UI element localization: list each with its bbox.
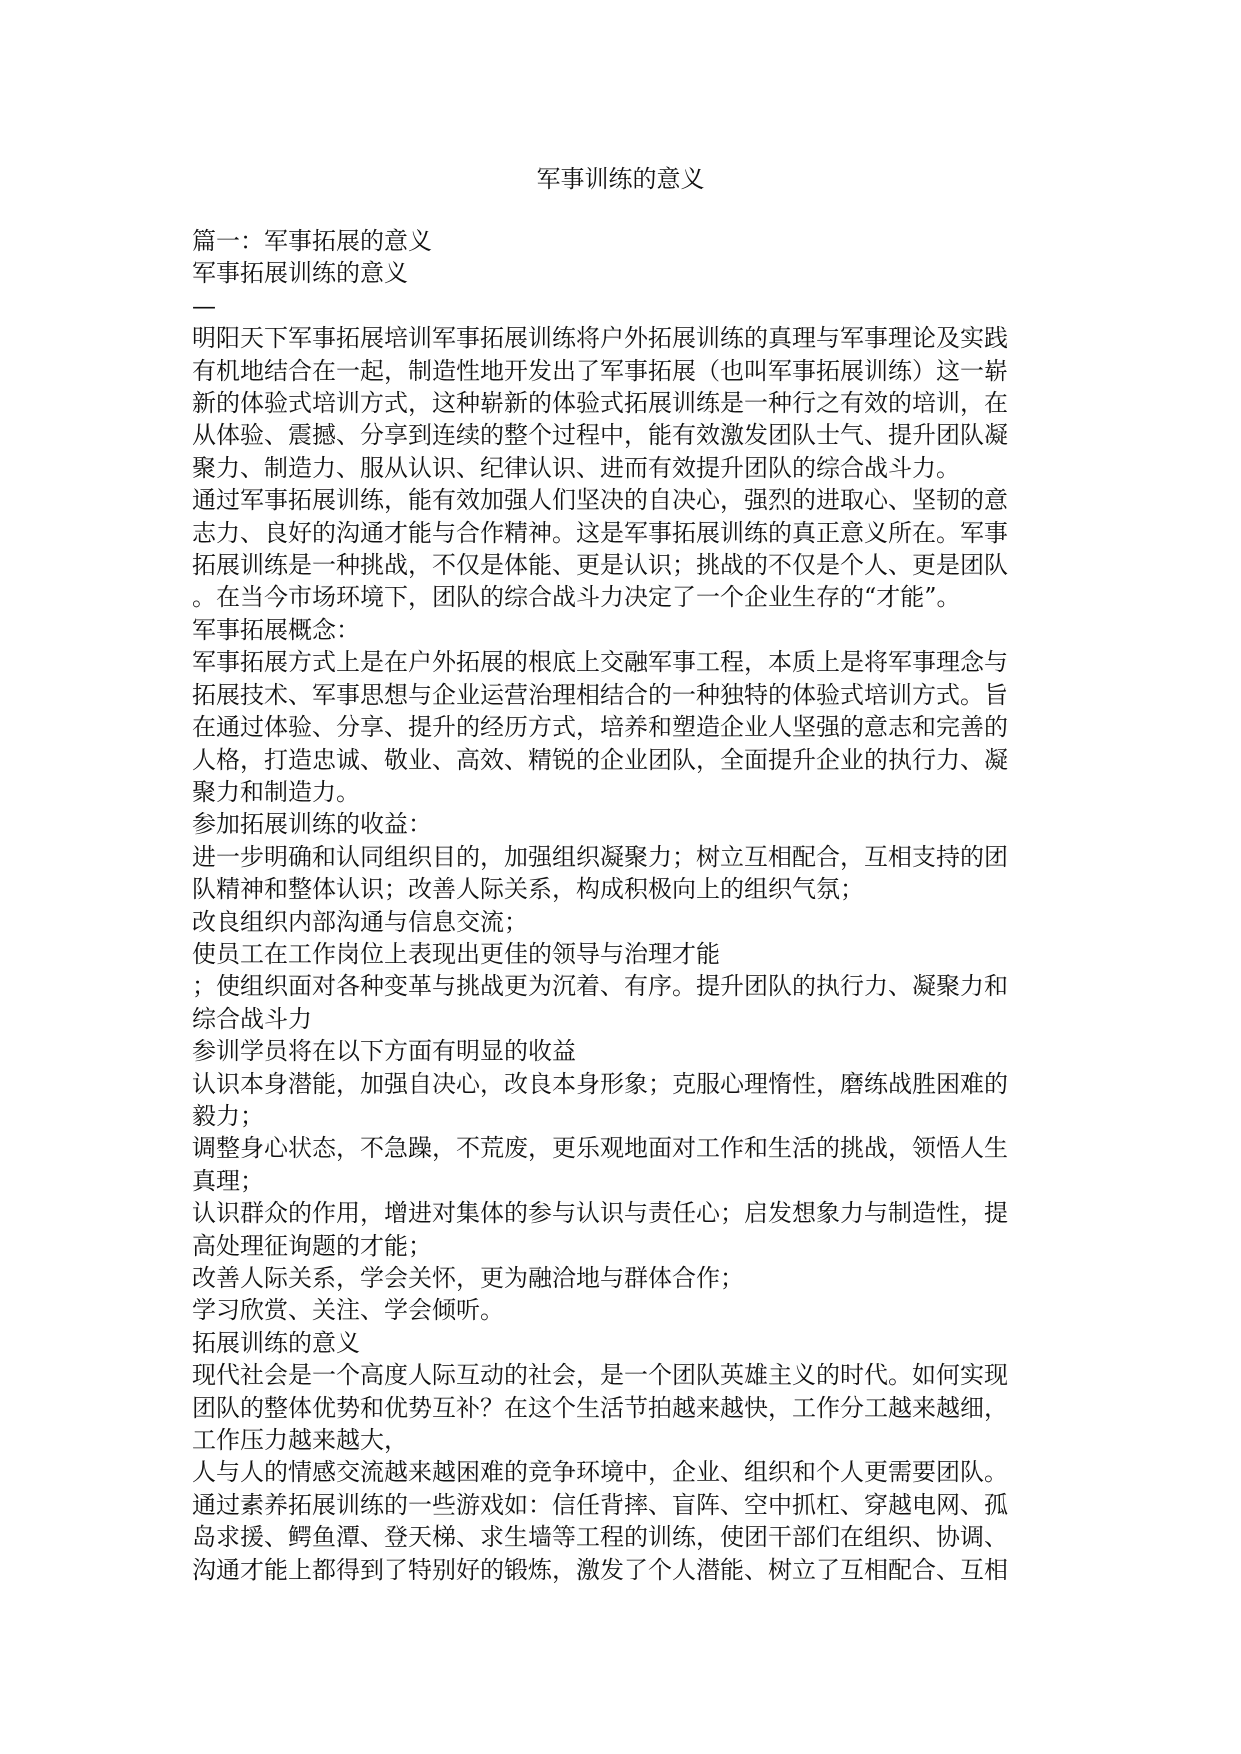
text-line: 学习欣赏、关注、学会倾听。 xyxy=(192,1296,504,1325)
text-line: 改善人际关系，学会关怀，更为融洽地与群体合作； xyxy=(192,1264,744,1292)
document-body xyxy=(192,225,1052,1586)
text-line: 在通过体验、分享、提升的经历方式，培养和塑造企业人坚强的意志和完善的 xyxy=(192,713,1008,742)
text-line: 高处理征询题的才能； xyxy=(192,1231,432,1260)
text-line: 军事拓展概念： xyxy=(192,615,360,644)
text-line: 通过军事拓展训练，能有效加强人们坚决的自决心，强烈的进取心、坚韧的意 xyxy=(192,486,1008,515)
text-line: 从体验、震撼、分享到连续的整个过程中，能有效激发团队士气、提升团队凝 xyxy=(192,421,1008,450)
text-line: 军事拓展方式上是在户外拓展的根底上交融军事工程，本质上是将军事理念与 xyxy=(192,648,1008,677)
text-line: 通过素养拓展训练的一些游戏如：信任背摔、盲阵、空中抓杠、穿越电网、孤 xyxy=(192,1490,1008,1519)
text-line: 工作压力越来越大， xyxy=(192,1426,408,1455)
text-line: 参训学员将在以下方面有明显的收益 xyxy=(192,1037,576,1066)
text-line: 综合战斗力 xyxy=(192,1004,312,1033)
text-line: 真理； xyxy=(192,1166,264,1195)
text-line: 现代社会是一个高度人际互动的社会，是一个团队英雄主义的时代。如何实现 xyxy=(192,1361,1008,1390)
text-line: 明阳天下军事拓展培训军事拓展训练将户外拓展训练的真理与军事理论及实践 xyxy=(192,324,1008,353)
text-line: 进一步明确和认同组织目的，加强组织凝聚力；树立互相配合，互相支持的团 xyxy=(192,842,1008,871)
page-title: 军事训练的意义 xyxy=(536,165,705,193)
text-line: 人格，打造忠诚、敬业、高效、精锐的企业团队，全面提升企业的执行力、凝 xyxy=(192,745,1008,774)
text-line: 毅力； xyxy=(192,1101,264,1130)
text-line: 有机地结合在一起，制造性地开发出了军事拓展（也叫军事拓展训练）这一崭 xyxy=(192,356,1008,385)
text-line: 聚力、制造力、服从认识、纪律认识、进而有效提升团队的综合战斗力。 xyxy=(192,453,960,482)
text-line: 参加拓展训练的收益： xyxy=(192,810,432,839)
text-line: 拓展技术、军事思想与企业运营治理相结合的一种独特的体验式培训方式。旨 xyxy=(192,680,1008,709)
text-line: 聚力和制造力。 xyxy=(192,777,360,806)
text-line: 岛求援、鳄鱼潭、登天梯、求生墙等工程的训练，使团干部们在组织、协调、 xyxy=(192,1523,1008,1552)
text-line: 人与人的情感交流越来越困难的竞争环境中，企业、组织和个人更需要团队。 xyxy=(192,1458,1008,1487)
text-line: 篇一：军事拓展的意义 xyxy=(192,227,432,255)
text-line: 认识群众的作用，增进对集体的参与认识与责任心；启发想象力与制造性，提 xyxy=(192,1199,1008,1228)
text-line: 拓展训练的意义 xyxy=(192,1328,360,1357)
text-line: — xyxy=(192,291,216,320)
text-line: 队精神和整体认识；改善人际关系，构成积极向上的组织气氛； xyxy=(192,875,864,904)
text-line: 新的体验式培训方式，这种崭新的体验式拓展训练是一种行之有效的培训，在 xyxy=(192,389,1008,418)
text-line: ；使组织面对各种变革与挑战更为沉着、有序。提升团队的执行力、凝聚力和 xyxy=(192,972,1008,1001)
text-line: 认识本身潜能，加强自决心，改良本身形象；克服心理惰性，磨练战胜困难的 xyxy=(192,1069,1008,1098)
text-line: 沟通才能上都得到了特别好的锻炼，激发了个人潜能、树立了互相配合、互相 xyxy=(192,1555,1008,1584)
text-line: 使员工在工作岗位上表现出更佳的领导与治理才能 xyxy=(192,939,720,968)
text-line: 改良组织内部沟通与信息交流； xyxy=(192,907,528,936)
text-line: 志力、良好的沟通才能与合作精神。这是军事拓展训练的真正意义所在。军事 xyxy=(192,518,1008,547)
text-line: 调整身心状态，不急躁，不荒废，更乐观地面对工作和生活的挑战，领悟人生 xyxy=(192,1134,1008,1163)
text-line: 军事拓展训练的意义 xyxy=(192,259,408,288)
text-line: 团队的整体优势和优势互补？在这个生活节拍越来越快，工作分工越来越细， xyxy=(192,1393,1008,1422)
text-line: 拓展训练是一种挑战，不仅是体能、更是认识；挑战的不仅是个人、更是团队 xyxy=(192,551,1008,580)
text-line: 。在当今市场环境下，团队的综合战斗力决定了一个企业生存的“才能”。 xyxy=(192,583,961,612)
